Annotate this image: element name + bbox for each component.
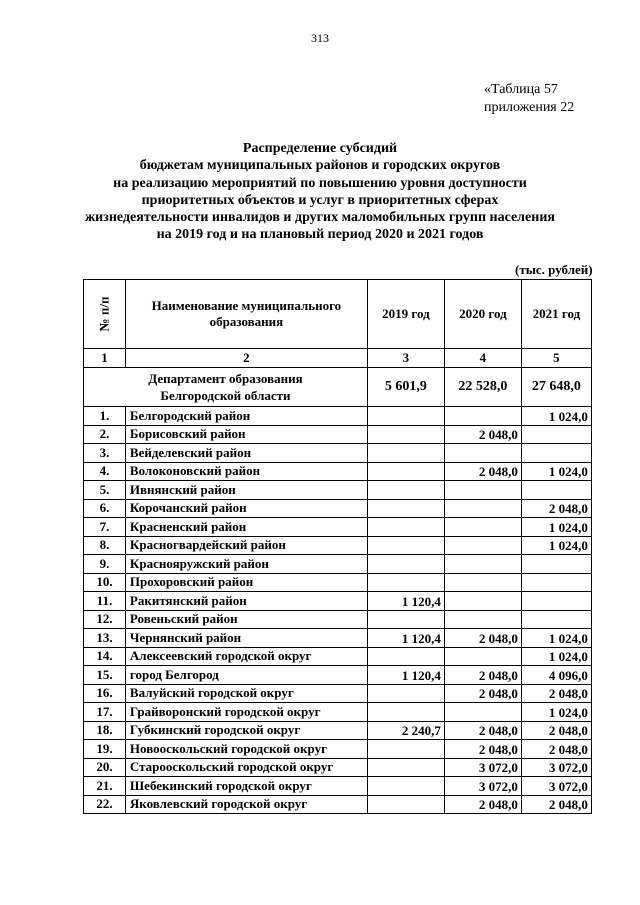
header-number: № п/п	[84, 280, 126, 349]
value-2020: 2 048,0	[444, 740, 521, 759]
row-number: 8.	[84, 536, 126, 555]
value-2019	[367, 536, 444, 555]
value-2020	[444, 444, 521, 463]
value-2020	[444, 703, 521, 722]
value-2020	[444, 573, 521, 592]
annex-table-label: «Таблица 57	[484, 82, 558, 97]
municipality-name: Краснояружский район	[125, 555, 367, 574]
row-number: 7.	[84, 518, 126, 537]
value-2020: 2 048,0	[444, 795, 521, 814]
table-row	[84, 536, 592, 555]
value-2021: 1 024,0	[521, 629, 591, 648]
value-2019: 2 240,7	[367, 721, 444, 740]
title-line: на реализацию мероприятий по повышению уровня доступности	[113, 175, 527, 191]
title-line: Распределение субсидий	[242, 141, 398, 156]
table-row	[84, 425, 592, 444]
value-2019	[367, 444, 444, 463]
title-line: на 2019 год и на плановый период 2020 и 2021 годов	[156, 227, 484, 243]
row-number: 19.	[84, 740, 126, 759]
title-line: жизнедеятельности инвалидов и других маломобильных групп населения	[85, 210, 555, 226]
table-row	[84, 444, 592, 463]
annex-reference	[484, 81, 574, 117]
column-index: 3	[367, 349, 444, 368]
table-row	[84, 462, 592, 481]
table-row	[84, 407, 592, 426]
row-number: 1.	[84, 407, 126, 426]
value-2019: 1 120,4	[367, 592, 444, 611]
header-name: Наименование муниципального образования	[125, 280, 367, 349]
value-2020: 2 048,0	[444, 629, 521, 648]
page-number: 313	[311, 31, 329, 45]
row-number: 5.	[84, 481, 126, 500]
table-row	[84, 721, 592, 740]
header-2020: 2020 год	[444, 280, 521, 349]
table-row	[84, 758, 592, 777]
municipality-name: город Белгород	[125, 666, 367, 685]
row-number: 6.	[84, 499, 126, 518]
value-2021: 1 024,0	[521, 703, 591, 722]
table-row	[84, 740, 592, 759]
value-2019	[367, 684, 444, 703]
department-total-row	[84, 368, 592, 407]
municipality-name: Борисовский район	[125, 425, 367, 444]
value-2021: 2 048,0	[521, 740, 591, 759]
row-number: 18.	[84, 721, 126, 740]
units-label: (тыс. рублей)	[515, 262, 593, 277]
municipality-name: Белгородский район	[125, 407, 367, 426]
municipality-name: Волоконовский район	[125, 462, 367, 481]
value-2019	[367, 758, 444, 777]
column-index: 5	[521, 349, 591, 368]
header-2021: 2021 год	[521, 280, 591, 349]
department-2020: 22 528,0	[444, 368, 521, 407]
value-2020	[444, 555, 521, 574]
row-number: 22.	[84, 795, 126, 814]
value-2021: 1 024,0	[521, 407, 591, 426]
row-number: 9.	[84, 555, 126, 574]
annex-appendix-label: приложения 22	[484, 100, 575, 115]
row-number: 12.	[84, 610, 126, 629]
value-2020	[444, 481, 521, 500]
value-2019	[367, 610, 444, 629]
table-row	[84, 610, 592, 629]
municipality-name: Алексеевский городской округ	[125, 647, 367, 666]
table-row	[84, 647, 592, 666]
municipality-name: Старооскольский городской округ	[125, 758, 367, 777]
municipality-name: Корочанский район	[125, 499, 367, 518]
municipality-name: Валуйский городской округ	[125, 684, 367, 703]
value-2020: 2 048,0	[444, 684, 521, 703]
municipality-name: Ровеньский район	[125, 610, 367, 629]
value-2021: 3 072,0	[521, 777, 591, 796]
subsidy-table	[83, 279, 592, 814]
table-row	[84, 777, 592, 796]
table-row	[84, 795, 592, 814]
municipality-name: Красногвардейский район	[125, 536, 367, 555]
table-row	[84, 629, 592, 648]
table-row	[84, 518, 592, 537]
header-2019: 2019 год	[367, 280, 444, 349]
value-2020: 3 072,0	[444, 777, 521, 796]
title-line: приоритетных объектов и услуг в приоритетных сферах	[141, 192, 499, 208]
value-2019	[367, 777, 444, 796]
value-2020	[444, 610, 521, 629]
municipality-name: Ивнянский район	[125, 481, 367, 500]
value-2020: 2 048,0	[444, 721, 521, 740]
row-number: 13.	[84, 629, 126, 648]
value-2019	[367, 481, 444, 500]
title-line: бюджетам муниципальных районов и городских округов	[139, 158, 501, 174]
value-2019	[367, 647, 444, 666]
value-2019	[367, 407, 444, 426]
value-2020	[444, 592, 521, 611]
row-number: 16.	[84, 684, 126, 703]
table-row	[84, 592, 592, 611]
value-2020	[444, 407, 521, 426]
value-2021	[521, 555, 591, 574]
value-2021: 2 048,0	[521, 795, 591, 814]
value-2019	[367, 573, 444, 592]
value-2021	[521, 573, 591, 592]
municipality-name: Красненский район	[125, 518, 367, 537]
table-row	[84, 666, 592, 685]
value-2021	[521, 610, 591, 629]
row-number: 21.	[84, 777, 126, 796]
row-number: 4.	[84, 462, 126, 481]
municipality-name: Яковлевский городской округ	[125, 795, 367, 814]
value-2021: 4 096,0	[521, 666, 591, 685]
value-2019	[367, 499, 444, 518]
municipality-name: Чернянский район	[125, 629, 367, 648]
value-2019	[367, 703, 444, 722]
value-2021: 2 048,0	[521, 721, 591, 740]
column-index: 4	[444, 349, 521, 368]
column-index: 1	[84, 349, 126, 368]
value-2021: 1 024,0	[521, 647, 591, 666]
department-2021: 27 648,0	[521, 368, 591, 407]
column-index: 2	[125, 349, 367, 368]
municipality-name: Ракитянский район	[125, 592, 367, 611]
table-row	[84, 499, 592, 518]
document-title	[60, 140, 580, 244]
department-name: Департамент образования Белгородской области	[84, 368, 368, 407]
value-2019	[367, 740, 444, 759]
value-2021: 2 048,0	[521, 684, 591, 703]
municipality-name: Грайворонский городской округ	[125, 703, 367, 722]
value-2020: 2 048,0	[444, 462, 521, 481]
table-row	[84, 555, 592, 574]
value-2020	[444, 536, 521, 555]
table-row	[84, 684, 592, 703]
value-2021	[521, 425, 591, 444]
municipality-name: Новооскольский городской округ	[125, 740, 367, 759]
column-index-row	[84, 349, 592, 368]
row-number: 15.	[84, 666, 126, 685]
value-2020: 2 048,0	[444, 666, 521, 685]
municipality-name: Шебекинский городской округ	[125, 777, 367, 796]
value-2021	[521, 481, 591, 500]
municipality-name: Вейделевский район	[125, 444, 367, 463]
value-2020	[444, 499, 521, 518]
row-number: 2.	[84, 425, 126, 444]
value-2019	[367, 555, 444, 574]
value-2019: 1 120,4	[367, 629, 444, 648]
municipality-name: Прохоровский район	[125, 573, 367, 592]
value-2021	[521, 444, 591, 463]
row-number: 20.	[84, 758, 126, 777]
value-2020	[444, 647, 521, 666]
table-row	[84, 573, 592, 592]
value-2019: 1 120,4	[367, 666, 444, 685]
value-2021: 1 024,0	[521, 518, 591, 537]
municipality-name: Губкинский городской округ	[125, 721, 367, 740]
row-number: 10.	[84, 573, 126, 592]
table-row	[84, 481, 592, 500]
value-2021: 2 048,0	[521, 499, 591, 518]
value-2021	[521, 592, 591, 611]
row-number: 14.	[84, 647, 126, 666]
value-2019	[367, 425, 444, 444]
value-2021: 1 024,0	[521, 536, 591, 555]
table-header-row	[84, 280, 592, 349]
value-2019	[367, 518, 444, 537]
row-number: 3.	[84, 444, 126, 463]
table-row	[84, 703, 592, 722]
department-2019: 5 601,9	[367, 368, 444, 407]
value-2021: 1 024,0	[521, 462, 591, 481]
value-2019	[367, 795, 444, 814]
row-number: 11.	[84, 592, 126, 611]
value-2021: 3 072,0	[521, 758, 591, 777]
value-2020	[444, 518, 521, 537]
value-2020: 2 048,0	[444, 425, 521, 444]
value-2019	[367, 462, 444, 481]
value-2020: 3 072,0	[444, 758, 521, 777]
row-number: 17.	[84, 703, 126, 722]
